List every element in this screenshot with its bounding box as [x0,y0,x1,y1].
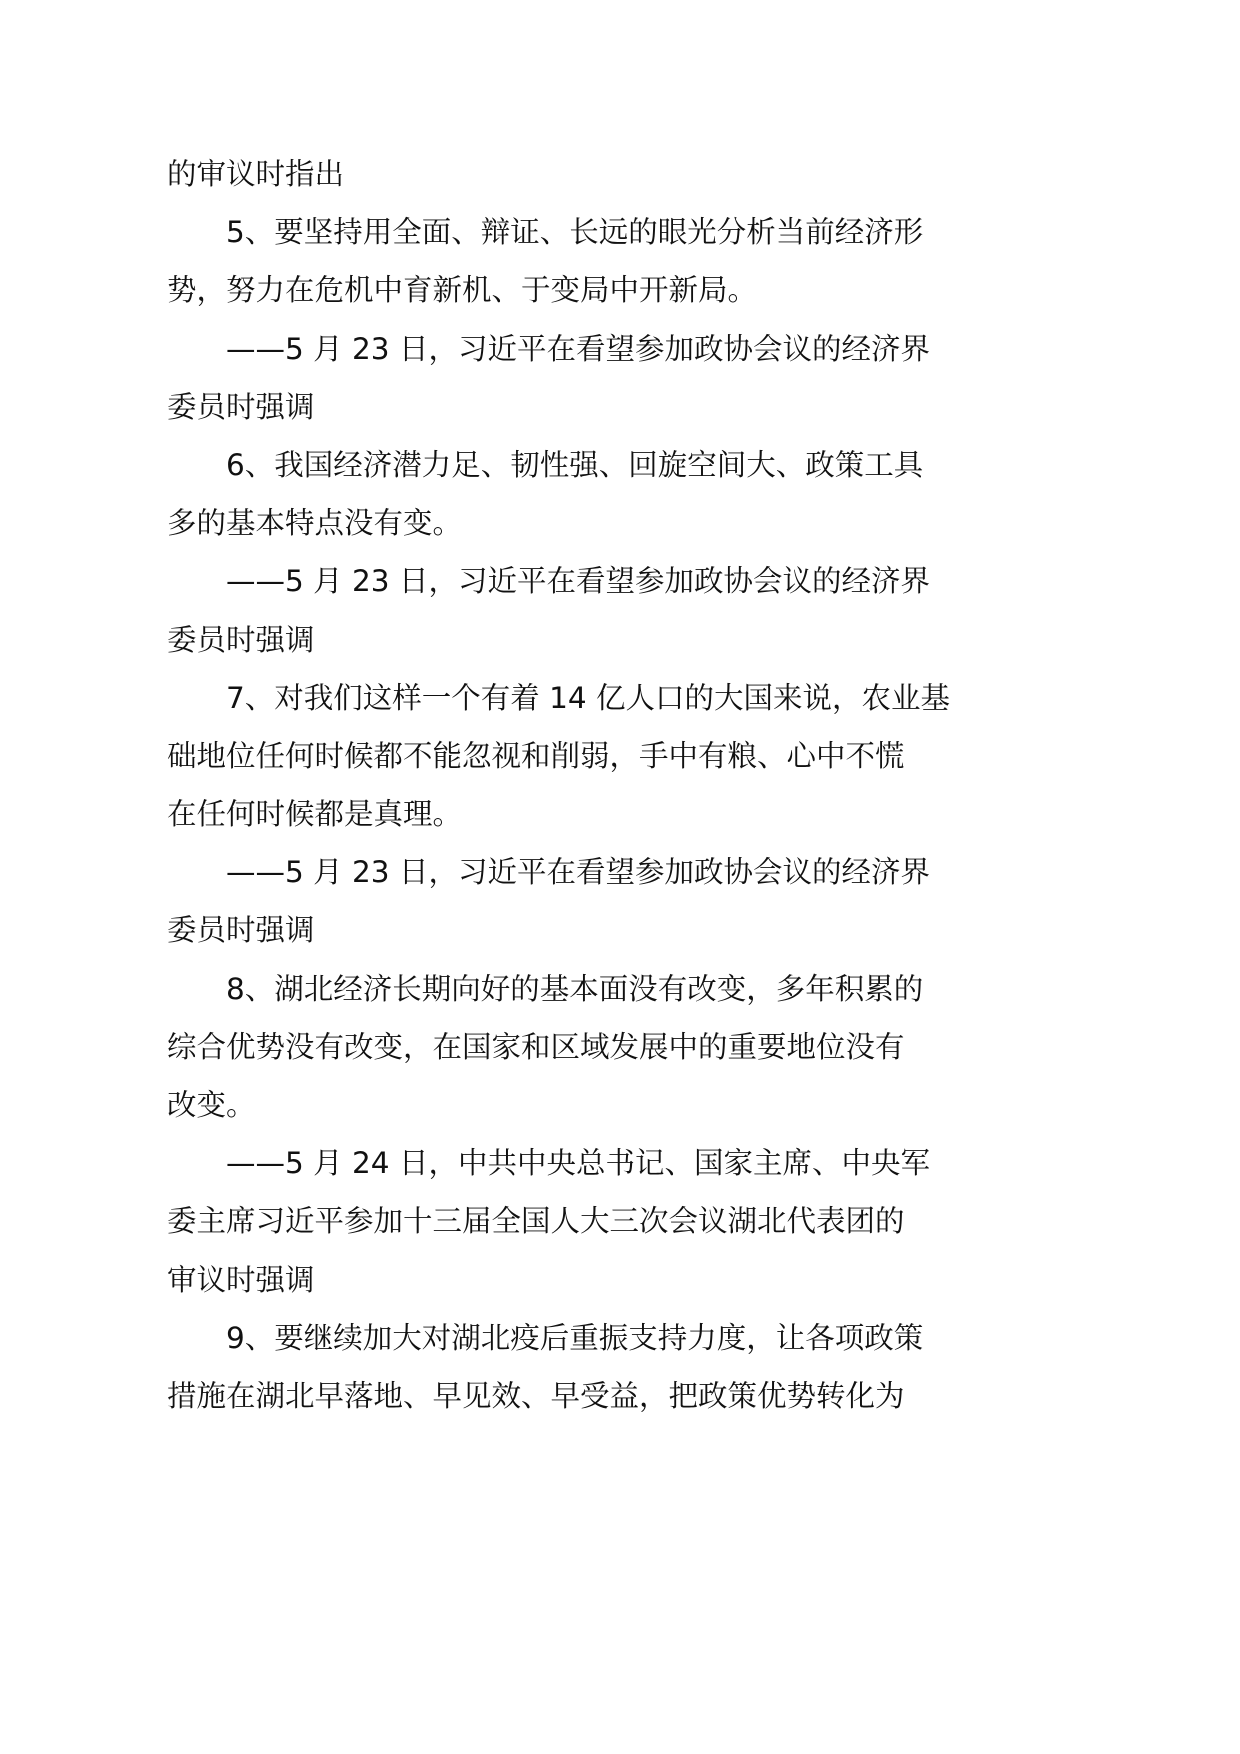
text-line: 多的基本特点没有变。 [167,506,463,541]
text-line: 委主席习近平参加十三届全国人大三次会议湖北代表团的 [167,1204,905,1239]
text-line: ——5 月 24 日，中共中央总书记、国家主席、中央军 [226,1146,930,1181]
text-line: 改变。 [167,1088,256,1122]
text-line: 委员时强调 [167,913,315,948]
text-line: 在任何时候都是真理。 [167,797,463,832]
text-line: 5、要坚持用全面、辩证、长远的眼光分析当前经济形 [226,215,924,250]
text-line: 势，努力在危机中育新机、于变局中开新局。 [167,273,758,308]
text-line: 委员时强调 [167,389,315,424]
text-line: ——5 月 23 日，习近平在看望参加政协会议的经济界 [226,564,930,599]
text-line: 6、我国经济潜力足、韧性强、回旋空间大、政策工具 [226,447,924,482]
text-line: 的审议时指出 [167,157,345,191]
text-line: 础地位任何时候都不能忽视和削弱，手中有粮、心中不慌 [167,738,905,773]
text-line: 综合优势没有改变，在国家和区域发展中的重要地位没有 [167,1029,905,1064]
text-line: 措施在湖北早落地、早见效、早受益，把政策优势转化为 [167,1378,905,1413]
text-line: 审议时强调 [167,1262,315,1297]
text-line: 7、对我们这样一个有着 14 亿人口的大国来说，农业基 [226,680,951,715]
text-line: ——5 月 23 日，习近平在看望参加政协会议的经济界 [226,855,930,890]
text-line: 委员时强调 [167,622,315,657]
text-line: ——5 月 23 日，习近平在看望参加政协会议的经济界 [226,331,930,366]
text-line: 8、湖北经济长期向好的基本面没有改变，多年积累的 [226,971,924,1006]
document-body [167,145,951,1425]
text-line: 9、要继续加大对湖北疫后重振支持力度，让各项政策 [226,1320,924,1355]
